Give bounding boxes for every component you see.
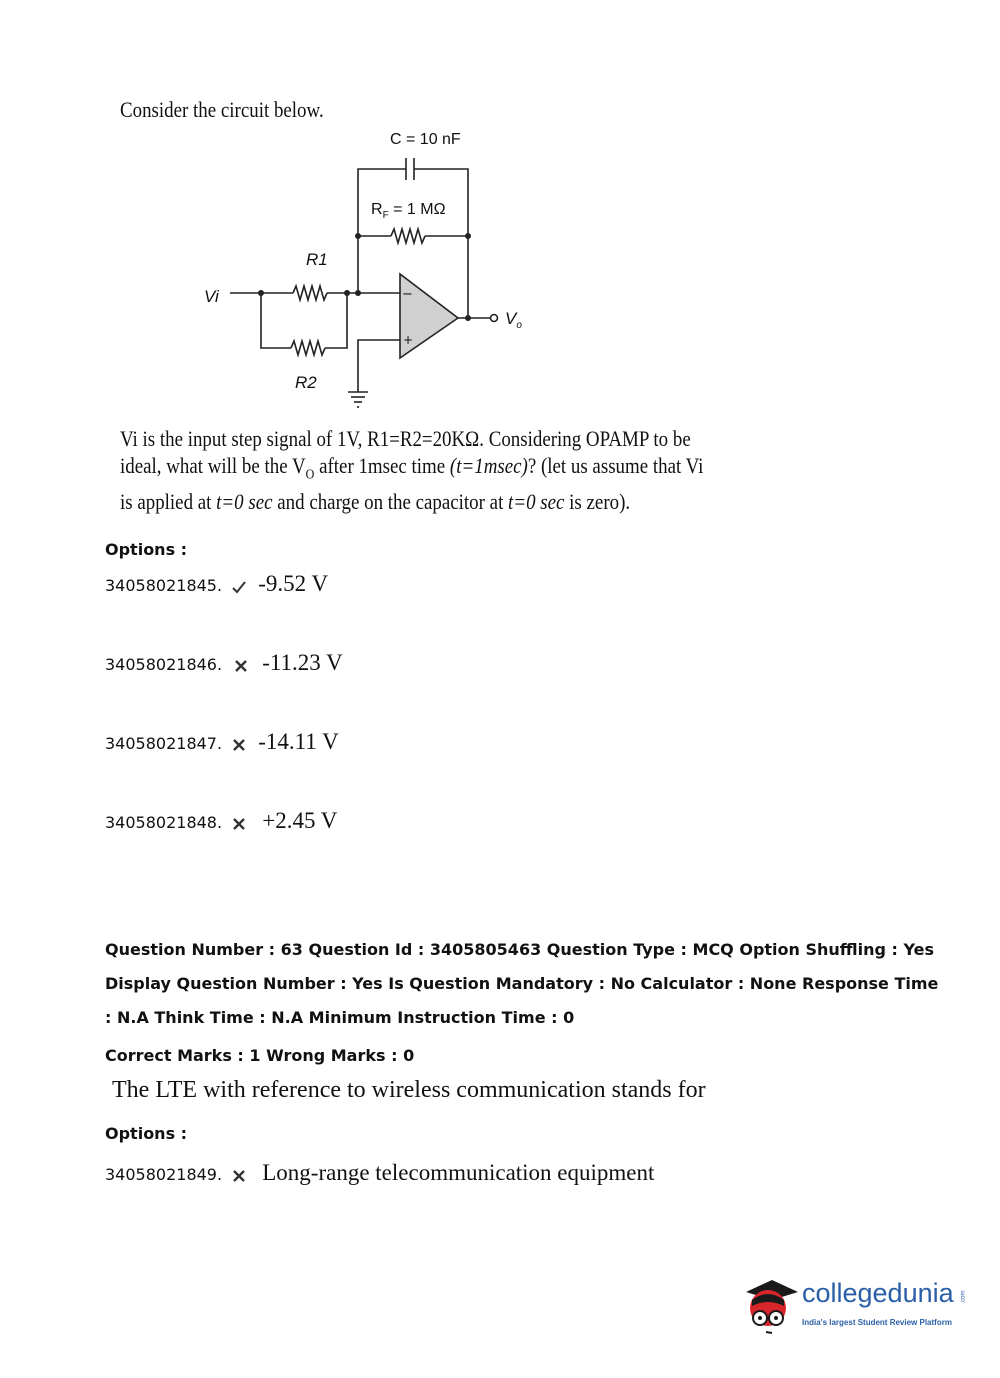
option-text: Long-range telecommunication equipment <box>262 1160 655 1185</box>
output-terminal-icon <box>491 315 498 322</box>
question-2-text: The LTE with reference to wireless communication stands for <box>112 1077 706 1103</box>
cross-icon <box>233 658 249 674</box>
capacitor-label: C = 10 nF <box>390 131 461 148</box>
vo-label: $V_o$ <box>505 309 522 331</box>
question-line-1: Vi is the input step signal of 1V, R1=R2=20KΩ. Considering OPAMP to be <box>120 426 691 451</box>
logo-wordmark: collegedunia <box>802 1278 954 1308</box>
cross-icon <box>231 737 247 753</box>
question-line-3: is applied at t=0 sec and charge on the capacitor at t=0 sec is zero). <box>120 489 631 515</box>
option-id: 34058021849. <box>105 1165 223 1184</box>
logo-tagline: India's largest Student Review Platform <box>802 1318 952 1327</box>
cross-icon <box>231 816 247 832</box>
option-row <box>105 808 337 834</box>
metadata-line-3: : N.A Think Time : N.A Minimum Instruction Time : 0 <box>105 1008 575 1027</box>
check-icon <box>231 579 247 595</box>
option-id: 34058021847. <box>105 734 223 753</box>
opamp-plus-sign: + <box>403 333 414 347</box>
r1-resistor-icon <box>293 286 327 300</box>
option-row <box>105 650 343 676</box>
option-row <box>105 729 339 755</box>
option-text: +2.45 V <box>262 808 338 833</box>
opamp-circuit-diagram <box>195 122 555 422</box>
question-intro: Consider the circuit below. <box>120 97 324 122</box>
cross-icon <box>231 1168 247 1184</box>
option-row <box>105 571 328 597</box>
option-id: 34058021845. <box>105 576 223 595</box>
r1-label: R1 <box>306 250 328 269</box>
r2-resistor-icon <box>291 341 325 355</box>
options-label: Options : <box>105 1124 188 1143</box>
rf-resistor-icon <box>391 229 425 243</box>
metadata-line-2: Display Question Number : Yes Is Question Mandatory : No Calculator : None Response Time <box>105 974 939 993</box>
options-label: Options : <box>105 540 188 559</box>
option-row <box>105 1160 654 1186</box>
rf-label: $R_F = 1$ MΩ <box>371 201 446 221</box>
option-text: -9.52 V <box>258 571 329 596</box>
question-line-2: ideal, what will be the $V_O$ after 1msec time (t=1msec)? (let us assume that Vi <box>120 453 704 483</box>
r2-label: R2 <box>295 373 317 392</box>
question-body <box>120 425 704 515</box>
question-metadata <box>105 933 939 1073</box>
metadata-line-4: Correct Marks : 1 Wrong Marks : 0 <box>105 1046 415 1065</box>
graduate-mascot-icon <box>738 1270 800 1340</box>
option-id: 34058021848. <box>105 813 223 832</box>
option-id: 34058021846. <box>105 655 223 674</box>
logo-suffix: .com <box>960 1290 967 1304</box>
option-text: -14.11 V <box>258 729 339 754</box>
option-text: -11.23 V <box>262 650 343 675</box>
vi-label: Vi <box>204 287 219 306</box>
collegedunia-logo[interactable] <box>738 1270 968 1340</box>
opamp-minus-sign: − <box>402 287 413 302</box>
metadata-line-1: Question Number : 63 Question Id : 3405805463 Question Type : MCQ Option Shuffling : Yes <box>105 940 935 959</box>
